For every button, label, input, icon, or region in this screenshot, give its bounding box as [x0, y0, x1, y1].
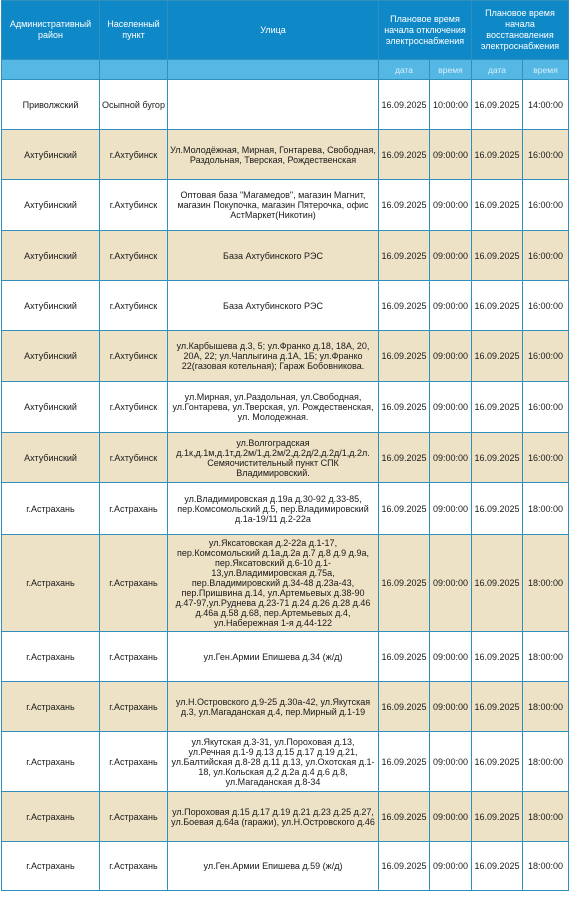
outage-time-cell: 09:00:00	[430, 483, 472, 535]
district-cell: Ахтубинский	[2, 382, 100, 433]
outage-date-cell: 16.09.2025	[379, 80, 430, 130]
header-street: Улица	[168, 1, 379, 60]
restore-time-cell: 16:00:00	[523, 433, 569, 483]
street-cell: ул.Ген.Армии Епишева д.59 (ж/д)	[168, 842, 379, 891]
table-row	[2, 483, 569, 535]
outage-date-cell: 16.09.2025	[379, 130, 430, 180]
street-cell: ул.Волгоградская д.1к,д.1м,д.1т,д.2м/1,д.2м/2,д.2д/2,д.2д/1,д.2л. Семяочистительный пункт СПК Владимировский.	[168, 433, 379, 483]
outage-date-cell: 16.09.2025	[379, 732, 430, 792]
restore-time-cell: 18:00:00	[523, 535, 569, 632]
district-cell: Ахтубинский	[2, 281, 100, 331]
restore-date-cell: 16.09.2025	[472, 682, 523, 732]
restore-date-cell: 16.09.2025	[472, 80, 523, 130]
street-cell: ул.Владимировская д.19а д.30-92 д.33-85, пер.Комсомольский д.5, пер.Владимировский д.1а-19/11 д.2-22а	[168, 483, 379, 535]
restore-time-cell: 16:00:00	[523, 231, 569, 281]
restore-time-cell: 18:00:00	[523, 632, 569, 682]
outage-time-cell: 09:00:00	[430, 433, 472, 483]
settlement-cell: Осыпной бугор	[100, 80, 168, 130]
table-row	[2, 130, 569, 180]
settlement-cell: г.Астрахань	[100, 732, 168, 792]
district-cell: г.Астрахань	[2, 732, 100, 792]
subheader-empty	[2, 60, 100, 80]
table-row	[2, 231, 569, 281]
restore-date-cell: 16.09.2025	[472, 792, 523, 842]
table-row	[2, 433, 569, 483]
outage-time-cell: 09:00:00	[430, 331, 472, 382]
restore-time-cell: 18:00:00	[523, 483, 569, 535]
street-cell: ул.Карбышева д.3, 5; ул.Франко д.18, 18А, 20, 20А, 22; ул.Чаплыгина д.1А, 1Б; ул.Франко 22(газовая котельная); Гараж Бобовникова.	[168, 331, 379, 382]
restore-time-cell: 16:00:00	[523, 180, 569, 231]
restore-date-cell: 16.09.2025	[472, 130, 523, 180]
restore-date-cell: 16.09.2025	[472, 433, 523, 483]
settlement-cell: г.Астрахань	[100, 792, 168, 842]
outage-time-cell: 10:00:00	[430, 80, 472, 130]
settlement-cell: г.Астрахань	[100, 842, 168, 891]
settlement-cell: г.Астрахань	[100, 682, 168, 732]
district-cell: Ахтубинский	[2, 331, 100, 382]
outage-date-cell: 16.09.2025	[379, 792, 430, 842]
district-cell: г.Астрахань	[2, 632, 100, 682]
street-cell	[168, 80, 379, 130]
district-cell: г.Астрахань	[2, 483, 100, 535]
restore-date-cell: 16.09.2025	[472, 231, 523, 281]
restore-time-cell: 18:00:00	[523, 792, 569, 842]
subheader-empty	[100, 60, 168, 80]
restore-date-cell: 16.09.2025	[472, 732, 523, 792]
settlement-cell: г.Астрахань	[100, 632, 168, 682]
header-restore-time: Плановое время начала восстановления электроснабжения	[472, 1, 569, 60]
outage-date-cell: 16.09.2025	[379, 842, 430, 891]
outage-date-cell: 16.09.2025	[379, 231, 430, 281]
outage-date-cell: 16.09.2025	[379, 483, 430, 535]
outage-time-cell: 09:00:00	[430, 130, 472, 180]
header-outage-time: Плановое время начала отключения электроснабжения	[379, 1, 472, 60]
settlement-cell: г.Ахтубинск	[100, 331, 168, 382]
district-cell: г.Астрахань	[2, 842, 100, 891]
settlement-cell: г.Ахтубинск	[100, 130, 168, 180]
restore-time-cell: 14:00:00	[523, 80, 569, 130]
restore-time-cell: 18:00:00	[523, 732, 569, 792]
outage-table	[1, 0, 569, 891]
subheader-empty	[168, 60, 379, 80]
street-cell: Ул.Молодёжная, Мирная, Гонтарева, Свободная, Раздольная, Тверская, Рождественская	[168, 130, 379, 180]
restore-date-cell: 16.09.2025	[472, 535, 523, 632]
street-cell: База Ахтубинского РЭС	[168, 281, 379, 331]
table-row	[2, 842, 569, 891]
restore-time-cell: 16:00:00	[523, 331, 569, 382]
table-row	[2, 792, 569, 842]
header-district: Административный район	[2, 1, 100, 60]
header-settlement: Населенный пункт	[100, 1, 168, 60]
outage-date-cell: 16.09.2025	[379, 331, 430, 382]
settlement-cell: г.Ахтубинск	[100, 231, 168, 281]
restore-date-cell: 16.09.2025	[472, 483, 523, 535]
table-row	[2, 331, 569, 382]
outage-date-cell: 16.09.2025	[379, 535, 430, 632]
street-cell: ул.Мирная, ул.Раздольная, ул.Свободная, ул.Гонтарева, ул.Тверская, ул. Рождественская, ул. Молодежная.	[168, 382, 379, 433]
outage-time-cell: 09:00:00	[430, 732, 472, 792]
outage-time-cell: 09:00:00	[430, 535, 472, 632]
district-cell: Ахтубинский	[2, 180, 100, 231]
street-cell: Оптовая база "Магамедов", магазин Магнит, магазин Покупочка, магазин Пятерочка, офис АстМаркет(Никотин)	[168, 180, 379, 231]
street-cell: База Ахтубинского РЭС	[168, 231, 379, 281]
restore-time-cell: 18:00:00	[523, 842, 569, 891]
outage-date-cell: 16.09.2025	[379, 433, 430, 483]
restore-time-cell: 18:00:00	[523, 682, 569, 732]
settlement-cell: г.Ахтубинск	[100, 281, 168, 331]
outage-date-cell: 16.09.2025	[379, 682, 430, 732]
subheader-row	[2, 60, 569, 80]
district-cell: Ахтубинский	[2, 130, 100, 180]
outage-time-cell: 09:00:00	[430, 842, 472, 891]
outage-time-cell: 09:00:00	[430, 382, 472, 433]
settlement-cell: г.Ахтубинск	[100, 180, 168, 231]
settlement-cell: г.Ахтубинск	[100, 433, 168, 483]
header-row	[2, 1, 569, 60]
table-row	[2, 682, 569, 732]
restore-date-cell: 16.09.2025	[472, 180, 523, 231]
street-cell: ул.Пороховая д.15 д.17 д.19 д.21 д.23 д.25 д.27, ул.Боевая д.64а (гаражи), ул.Н.Островского д.46	[168, 792, 379, 842]
outage-date-cell: 16.09.2025	[379, 180, 430, 231]
outage-date-cell: 16.09.2025	[379, 281, 430, 331]
restore-date-cell: 16.09.2025	[472, 632, 523, 682]
district-cell: г.Астрахань	[2, 535, 100, 632]
settlement-cell: г.Астрахань	[100, 483, 168, 535]
table-row	[2, 632, 569, 682]
street-cell: ул.Н.Островского д.9-25 д.30а-42, ул.Якутская д.3, ул.Магаданская д.4, пер.Мирный д.1-19	[168, 682, 379, 732]
outage-time-cell: 09:00:00	[430, 632, 472, 682]
restore-time-cell: 16:00:00	[523, 382, 569, 433]
subheader-date: дата	[472, 60, 523, 80]
restore-date-cell: 16.09.2025	[472, 331, 523, 382]
street-cell: ул.Якутская д.3-31, ул.Пороховая д.13, ул.Речная д.1-9 д.13 д.15 д.17 д.19 д.21, ул.Балтийская д.8-28 д.11 д.13, ул.Охотская д.1-18, ул.Кольская д.2 д.2а д.4 д.6 д.8, ул.Магаданская д.8-34	[168, 732, 379, 792]
subheader-time: время	[430, 60, 472, 80]
restore-date-cell: 16.09.2025	[472, 281, 523, 331]
district-cell: Ахтубинский	[2, 231, 100, 281]
subheader-time: время	[523, 60, 569, 80]
table-row	[2, 535, 569, 632]
district-cell: г.Астрахань	[2, 682, 100, 732]
restore-time-cell: 16:00:00	[523, 281, 569, 331]
district-cell: Приволжский	[2, 80, 100, 130]
outage-time-cell: 09:00:00	[430, 682, 472, 732]
outage-date-cell: 16.09.2025	[379, 382, 430, 433]
subheader-date: дата	[379, 60, 430, 80]
street-cell: ул.Ген.Армии Епишева д.34 (ж/д)	[168, 632, 379, 682]
district-cell: Ахтубинский	[2, 433, 100, 483]
district-cell: г.Астрахань	[2, 792, 100, 842]
table-row	[2, 180, 569, 231]
street-cell: ул.Яксатовская д.2-22а д.1-17, пер.Комсомольский д.1а,д.2а д.7 д.8 д.9 д.9а, пер.Яксатовский д.6-10 д.1-13,ул.Владимировская д.75а, пер.Владимировский д.34-48 д.23а-43, пер.Пришвина д.14, ул.Артемьевых д.38-90 д.47-97,ул.Руднева д.23-71 д.24 д.26 д.28 д.46 д.46а д.58 д.68, пер.Артемьевых д.4, ул.Набережная 1-я д.44-122	[168, 535, 379, 632]
table-row	[2, 382, 569, 433]
table-row	[2, 732, 569, 792]
restore-date-cell: 16.09.2025	[472, 842, 523, 891]
table-row	[2, 80, 569, 130]
restore-date-cell: 16.09.2025	[472, 382, 523, 433]
settlement-cell: г.Астрахань	[100, 535, 168, 632]
table-row	[2, 281, 569, 331]
outage-time-cell: 09:00:00	[430, 231, 472, 281]
settlement-cell: г.Ахтубинск	[100, 382, 168, 433]
outage-time-cell: 09:00:00	[430, 281, 472, 331]
restore-time-cell: 16:00:00	[523, 130, 569, 180]
outage-time-cell: 09:00:00	[430, 792, 472, 842]
outage-time-cell: 09:00:00	[430, 180, 472, 231]
outage-date-cell: 16.09.2025	[379, 632, 430, 682]
